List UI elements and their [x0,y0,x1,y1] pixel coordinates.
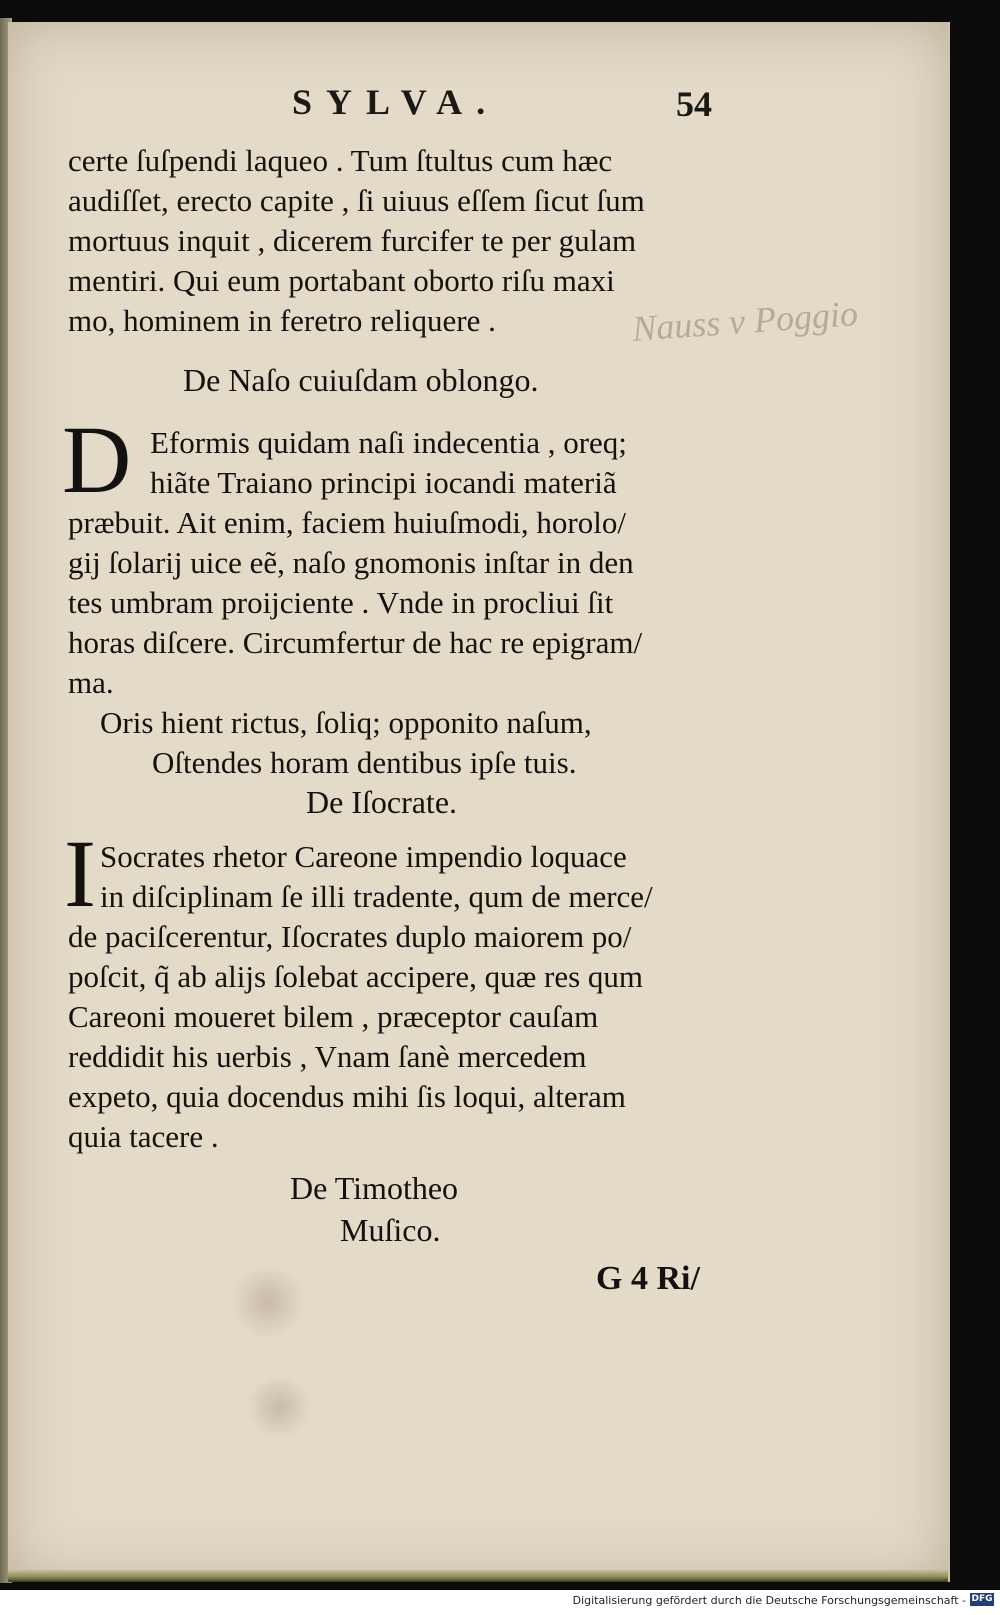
text-line: Socrates rhetor Careone impendio loquace [100,839,627,874]
drop-capital: D [62,406,132,513]
page-number: 54 [676,84,712,124]
section-heading: De Naſo cuiuſdam oblongo. [183,362,539,398]
drop-capital: I [64,820,96,927]
text-line: Eformis quidam naſi indecentia , oreq; [150,425,627,460]
text-line: horas diſcere. Circumfertur de hac re epigram/ [68,625,643,660]
text-line: reddidit his uerbis , Vnam ſanè mercedem [68,1039,587,1074]
text-line: certe ſuſpendi laqueo . Tum ſtultus cum hæc [68,143,613,178]
text-line: tes umbram proijciente . Vnde in procliui ſit [68,585,614,620]
section-heading-continued: Muſico. [340,1212,441,1248]
text-line: mo, hominem in feretro reliquere . [68,303,496,338]
text-line: poſcit, q̃ ab alijs ſolebat accipere, quæ res qum [68,959,644,994]
dfg-logo: DFG [971,1594,993,1604]
text-line: expeto, quia docendus mihi ſis loqui, alteram [68,1079,626,1114]
section-heading: De Timotheo [290,1170,459,1206]
catchword-signature: G 4 Ri/ [596,1260,700,1297]
text-line: ma. [68,665,114,700]
text-line: mentiri. Qui eum portabant oborto riſu maxi [68,263,615,298]
text-line: audiſſet, erecto capite , ſi uiuus eſſem ſicut ſum [68,183,645,218]
footer-credit: Digitalisierung gefördert durch die Deutsche Forschungsgemeinschaft - [572,1594,966,1607]
text-line: mortuus inquit , dicerem furcifer te per gulam [68,223,637,258]
verse-line: Oſtendes horam dentibus ipſe tuis. [152,745,577,780]
text-line: Careoni moueret bilem , præceptor cauſam [68,999,599,1034]
section-heading: De Iſocrate. [306,784,458,820]
verse-line: Oris hient rictus, ſoliq; opponito naſum, [100,705,592,740]
page-bottom-edge [8,1570,948,1582]
text-line: in diſciplinam ſe illi tradente, qum de merce/ [100,879,653,914]
text-line: quia tacere . [68,1119,219,1154]
text-line: hiãte Traiano principi iocandi materiã [150,465,617,500]
text-line: præbuit. Ait enim, faciem huiuſmodi, horolo/ [68,505,626,540]
handwritten-margin-note: Nauss v Poggio [630,293,860,349]
page-stain [228,1267,308,1337]
page-stain [244,1377,314,1437]
footer-bar [0,1590,1000,1615]
text-line: de paciſcerentur, Iſocrates duplo maiorem po/ [68,919,632,954]
text-line: gij ſolarij uice eẽ, naſo gnomonis inſtar in den [68,545,634,580]
running-head: SYLVA. [292,82,500,122]
